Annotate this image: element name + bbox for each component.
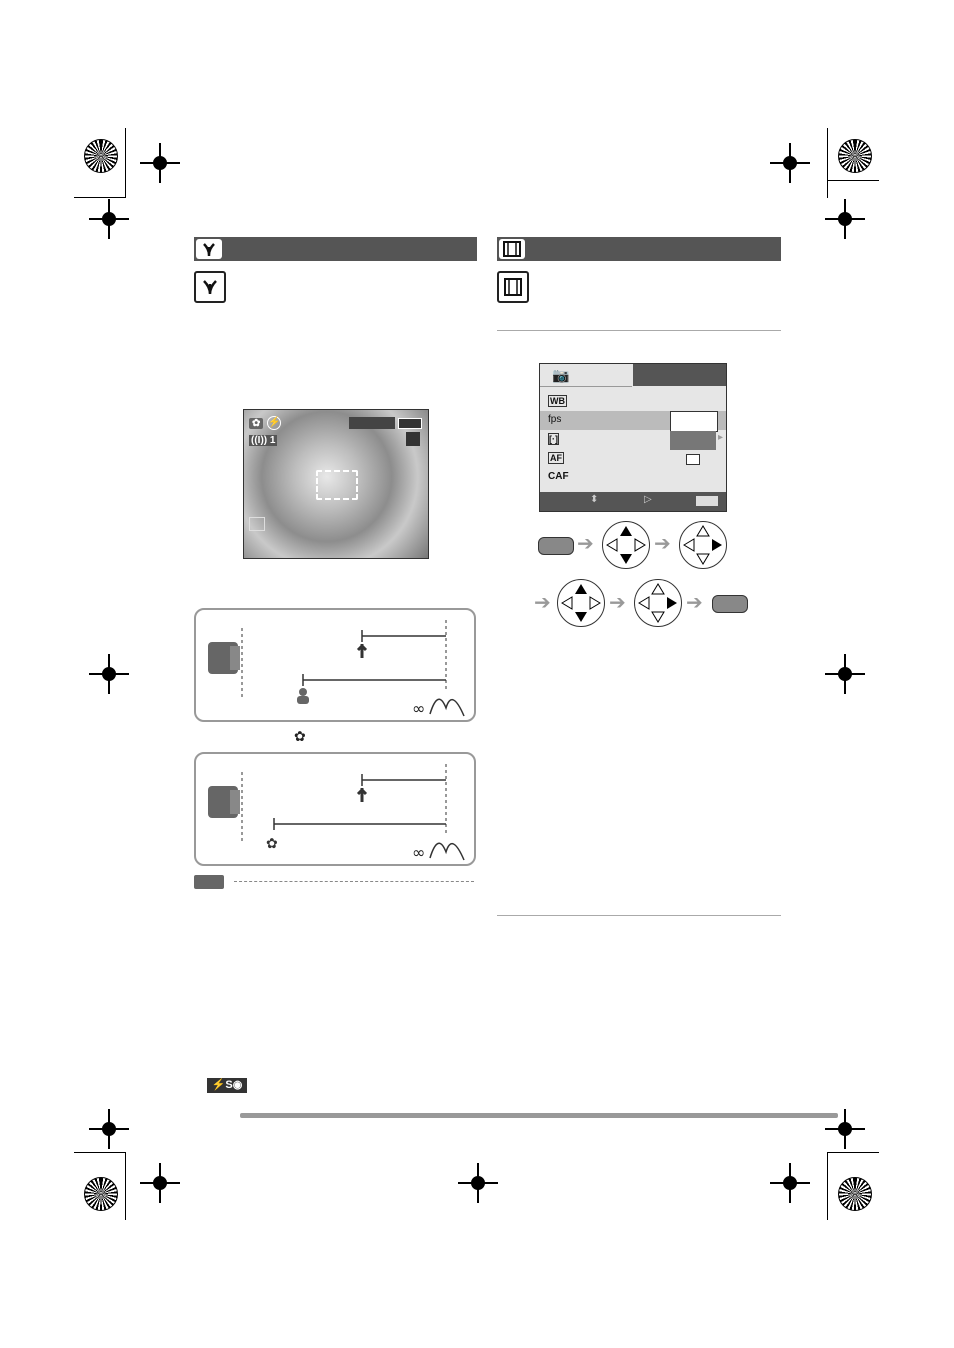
picture-size-icon [349, 417, 395, 429]
registration-crosshair [97, 1117, 121, 1141]
registration-crosshair [148, 1171, 172, 1195]
up-down-icon: ⬍ [590, 494, 599, 505]
crop-mark [74, 197, 126, 198]
macro-flower-icon [196, 239, 222, 259]
menu-item-wb[interactable]: WB [550, 396, 565, 406]
focus-range-diagram [196, 754, 474, 864]
svg-text:✿: ✿ [266, 836, 278, 852]
note-icon [194, 875, 224, 889]
registration-crosshair [466, 1171, 490, 1195]
fps-option-selected[interactable] [670, 411, 718, 432]
section-header-bar-macro [194, 237, 477, 261]
menu-item-caf[interactable]: CAF [548, 471, 569, 482]
registration-crosshair [97, 207, 121, 231]
menu-item-af[interactable]: AF [550, 453, 562, 463]
menu-set-button[interactable] [712, 595, 748, 613]
registration-crosshair [778, 151, 802, 175]
menu-tab-inactive[interactable] [633, 364, 726, 386]
macro-icon: ✿ [249, 418, 263, 429]
motion-picture-mode-icon [497, 271, 529, 303]
section-divider [497, 330, 781, 331]
af-frame [316, 470, 358, 500]
svg-text:∞: ∞ [412, 699, 426, 718]
menu-button-icon [696, 496, 718, 506]
arrow-right-icon: ➔ [577, 533, 594, 555]
crop-mark [827, 1152, 879, 1153]
section-header-bar-motion-picture [497, 237, 781, 261]
fps-option[interactable] [670, 431, 716, 450]
arrow-right-icon: ➔ [654, 533, 671, 555]
svg-text:∞: ∞ [412, 843, 426, 862]
footer-rule [240, 1113, 838, 1118]
registration-sun-top-right [838, 139, 872, 173]
menu-item-fps[interactable]: fps [540, 411, 726, 430]
menu-item-metering[interactable]: [·] [549, 434, 558, 444]
cursor-right-button[interactable] [634, 579, 682, 627]
rec-menu-screen [539, 363, 727, 512]
registration-crosshair [833, 1117, 857, 1141]
menu-set-button[interactable] [538, 537, 574, 555]
camera-icon: 📷 [552, 367, 570, 383]
motion-picture-icon [499, 239, 525, 259]
crop-mark [125, 1152, 126, 1220]
cursor-up-down-button[interactable] [557, 579, 605, 627]
registration-crosshair [833, 207, 857, 231]
crop-mark [827, 180, 879, 181]
registration-sun-bottom-left [84, 1177, 118, 1211]
arrow-right-icon: ➔ [609, 592, 626, 614]
metering-icon [249, 517, 265, 531]
battery-icon [398, 418, 422, 429]
crop-mark [125, 128, 126, 198]
right-icon: ▷ [644, 494, 652, 505]
macro-mode-icon [194, 271, 226, 303]
menu-tab-active[interactable] [540, 364, 632, 387]
focus-range-normal [194, 608, 476, 722]
focus-range-macro [194, 752, 476, 866]
registration-sun-top-left [84, 139, 118, 173]
cursor-right-button[interactable] [679, 521, 727, 569]
crop-mark [74, 1152, 126, 1153]
cursor-up-button[interactable] [602, 521, 650, 569]
registration-crosshair [97, 662, 121, 686]
submenu-arrow-icon: ▸ [718, 432, 724, 443]
stabilizer-indicator: ((I)) 1 [251, 435, 276, 446]
flash-mode-icons: ⚡S◉ [207, 1078, 247, 1093]
registration-crosshair [833, 662, 857, 686]
crop-mark [827, 128, 828, 198]
menu-footer [540, 492, 726, 511]
af-mode-value-icon [686, 454, 700, 465]
macro-icon: ✿ [294, 728, 306, 744]
registration-crosshair [778, 1171, 802, 1195]
flash-off-icon: ⚡ [268, 417, 281, 428]
arrow-right-icon: ➔ [686, 592, 703, 614]
registration-crosshair [148, 151, 172, 175]
section-divider [497, 915, 781, 916]
focus-range-diagram [196, 610, 474, 720]
registration-sun-bottom-right [838, 1177, 872, 1211]
note-divider [234, 881, 474, 882]
arrow-right-icon: ➔ [534, 592, 551, 614]
remaining-count [406, 432, 420, 446]
crop-mark [827, 1152, 828, 1220]
